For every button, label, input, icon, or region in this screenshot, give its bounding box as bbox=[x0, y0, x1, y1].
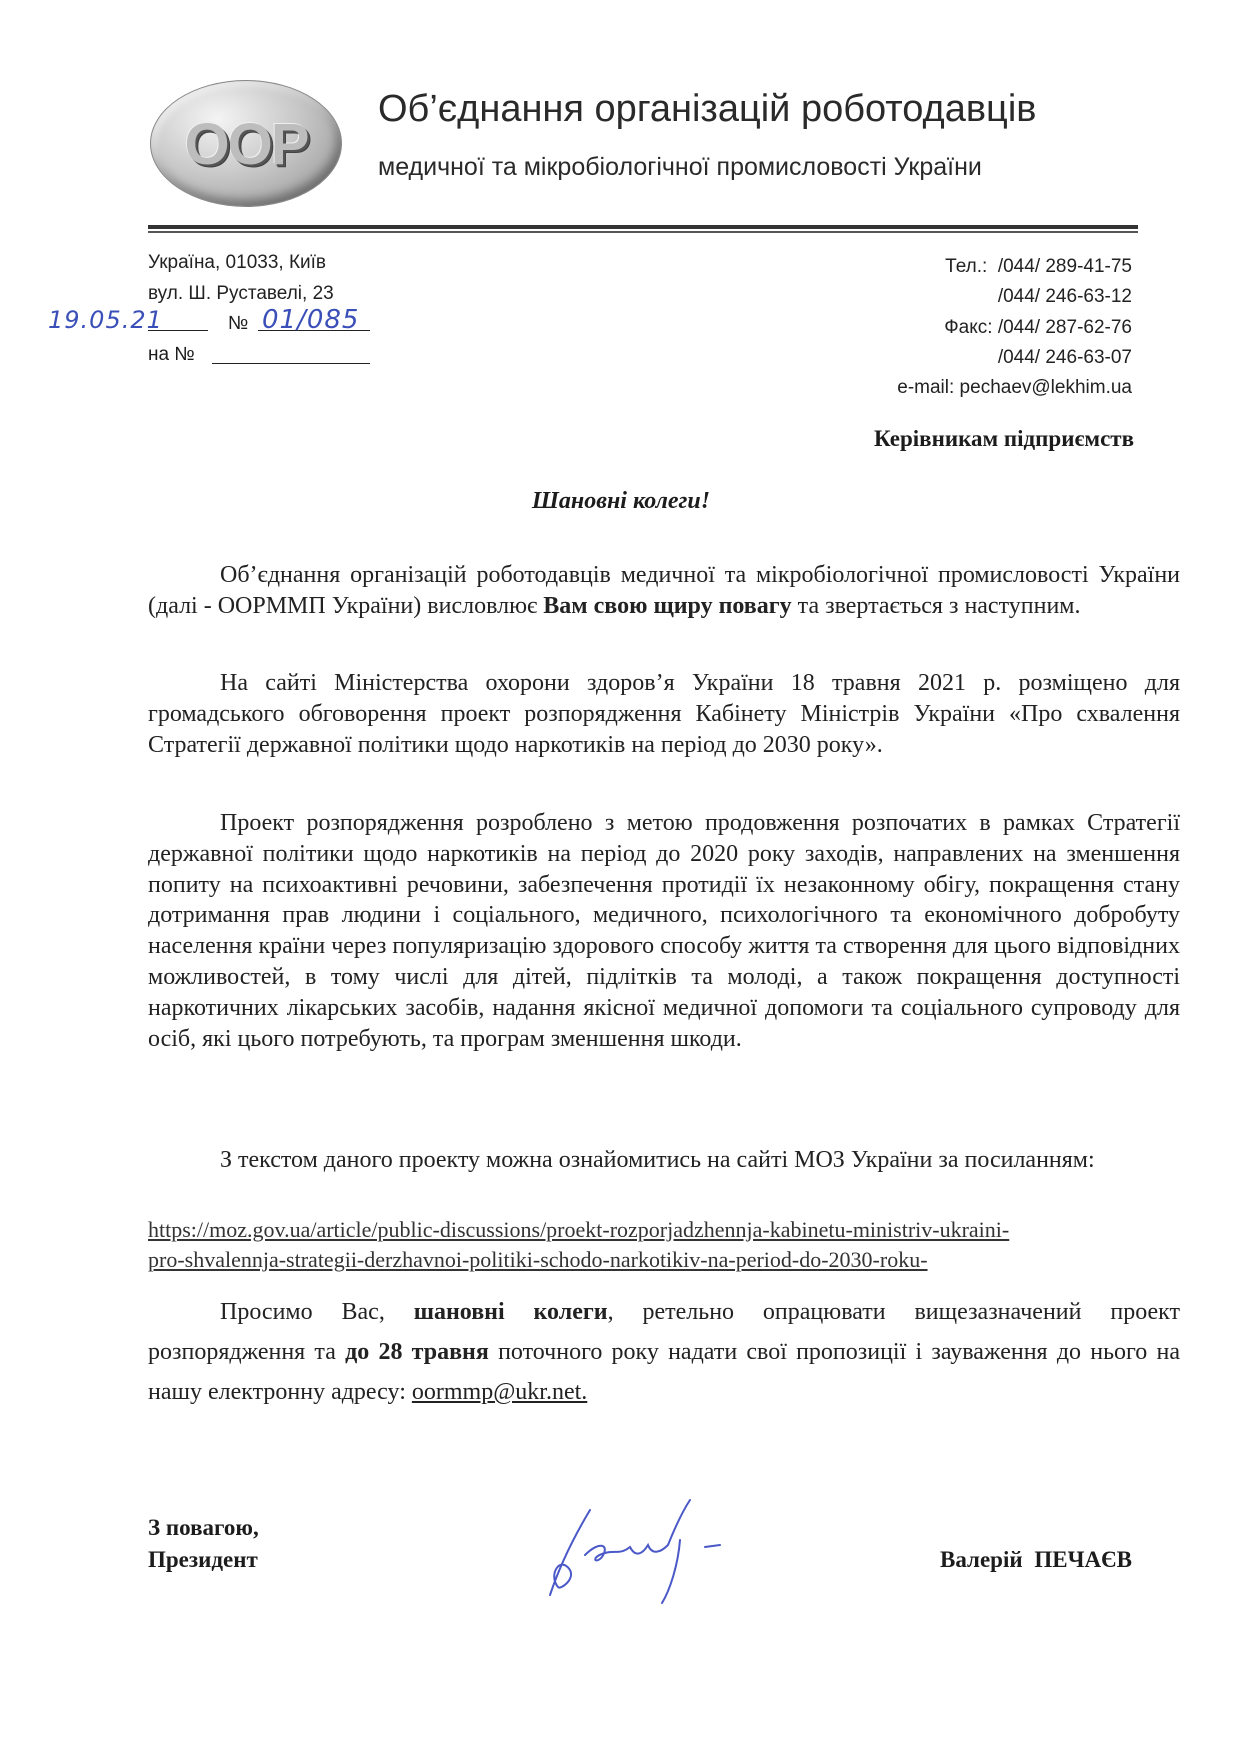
header-divider-thin bbox=[148, 231, 1138, 233]
request-text-c: поточного року надати свої пропозиції і зауваження до нього на нашу електронну адресу: bbox=[148, 1339, 1180, 1405]
address-line-1: Україна, 01033, Київ bbox=[148, 252, 327, 273]
paragraph-intro-text-b: та звертається з наступним. bbox=[791, 592, 1081, 619]
paragraph-link-intro-text: З текстом даного проекту можна ознайомитись на сайті МОЗ України за посиланням: bbox=[220, 1147, 1095, 1173]
paragraph-intro-text-a: Об’єднання організацій роботодавців медичної та мікробіологічної промисловості України (далі - ООРММП України) висловлює bbox=[148, 562, 1180, 619]
closing-title: Президент bbox=[148, 1547, 258, 1572]
contact-phone-2: /044/ 246-63-12 bbox=[997, 286, 1132, 307]
contact-phone-1: Тел.: /044/ 289-41-75 bbox=[945, 256, 1132, 277]
request-text-a: Просимо Вас, bbox=[220, 1299, 414, 1325]
reply-to-label: на № bbox=[148, 344, 195, 365]
paragraph-purpose bbox=[148, 808, 1180, 1054]
organization-subtitle: медичної та мікробіологічної промисловості України bbox=[378, 153, 982, 181]
organization-title: Об’єднання організацій роботодавців bbox=[378, 88, 1037, 130]
request-text-b: , ретельно опрацювати вищезазначений проект розпорядження та bbox=[148, 1299, 1180, 1365]
project-link-line-1[interactable]: https://moz.gov.ua/article/public-discussions/proekt-rozporjadzhennja-kabinetu-ministriv-ukraini- bbox=[148, 1217, 1010, 1242]
paragraph-announcement bbox=[148, 668, 1180, 760]
contact-email: e-mail: pechaev@lekhim.ua bbox=[897, 377, 1132, 398]
paragraph-intro bbox=[148, 560, 1180, 622]
date-underline bbox=[148, 330, 208, 331]
outgoing-number-label: № bbox=[228, 313, 249, 334]
request-bold-colleagues: шановні колеги bbox=[413, 1299, 608, 1325]
contact-fax-2: /044/ 246-63-07 bbox=[997, 347, 1132, 368]
paragraph-link-intro bbox=[148, 1145, 1180, 1176]
project-link-line-2[interactable]: pro-shvalennja-strategii-derzhavnoi-politiki-schodo-narkotikiv-na-period-do-2030-roku- bbox=[148, 1247, 928, 1272]
closing-regards: З повагою, bbox=[148, 1515, 259, 1540]
outgoing-date-handwritten: 19.05.21 bbox=[48, 306, 163, 334]
address-line-2: вул. Ш. Руставелі, 23 bbox=[148, 283, 334, 304]
paragraph-intro-bold: Вам свою щиру повагу bbox=[543, 592, 792, 619]
outgoing-number-handwritten: 01/085 bbox=[262, 305, 360, 335]
header-divider-thick bbox=[148, 225, 1138, 229]
organization-logo bbox=[150, 80, 342, 207]
logo-text: OOP bbox=[184, 112, 308, 177]
paragraph-announcement-text: На сайті Міністерства охорони здоров’я України 18 травня 2021 р. розміщено для громадського обговорення проект розпорядження Кабінету Міністрів України «Про схвалення Стратегії державної політики щодо наркотиків на період до 2030 року». bbox=[148, 670, 1180, 758]
contact-fax-1: Факс: /044/ 287-62-76 bbox=[944, 317, 1132, 338]
recipient: Керівникам підприємств bbox=[873, 426, 1134, 451]
paragraph-request bbox=[148, 1292, 1180, 1412]
handwritten-signature bbox=[530, 1495, 790, 1605]
salutation: Шановні колеги! bbox=[531, 488, 711, 514]
signer-name: Валерій ПЕЧАЄВ bbox=[940, 1547, 1132, 1572]
request-email-link[interactable]: oormmp@ukr.net. bbox=[411, 1379, 588, 1405]
reply-to-underline bbox=[212, 363, 370, 364]
paragraph-purpose-text: Проект розпорядження розроблено з метою продовження розпочатих в рамках Стратегії державної політики щодо наркотиків на період до 2020 року заходів, направлених на зменшення попиту на психоактивні речовини, забезпечення протидії їх незаконному обігу, покращення стану дотримання прав людини і соціального, медичного, психологічного та економічного добробуту населення країни через популяризацію здорового способу життя та створення для цього відповідних можливостей, в тому числі для дітей, підлітків та молоді, а також покращення доступності наркотичних лікарських засобів, надання якісної медичної допомоги та соціального супроводу для осіб, які цього потребують, та програм зменшення шкоди. bbox=[148, 810, 1180, 1052]
project-link[interactable] bbox=[148, 1215, 1188, 1275]
request-bold-deadline: до 28 травня bbox=[345, 1339, 489, 1365]
